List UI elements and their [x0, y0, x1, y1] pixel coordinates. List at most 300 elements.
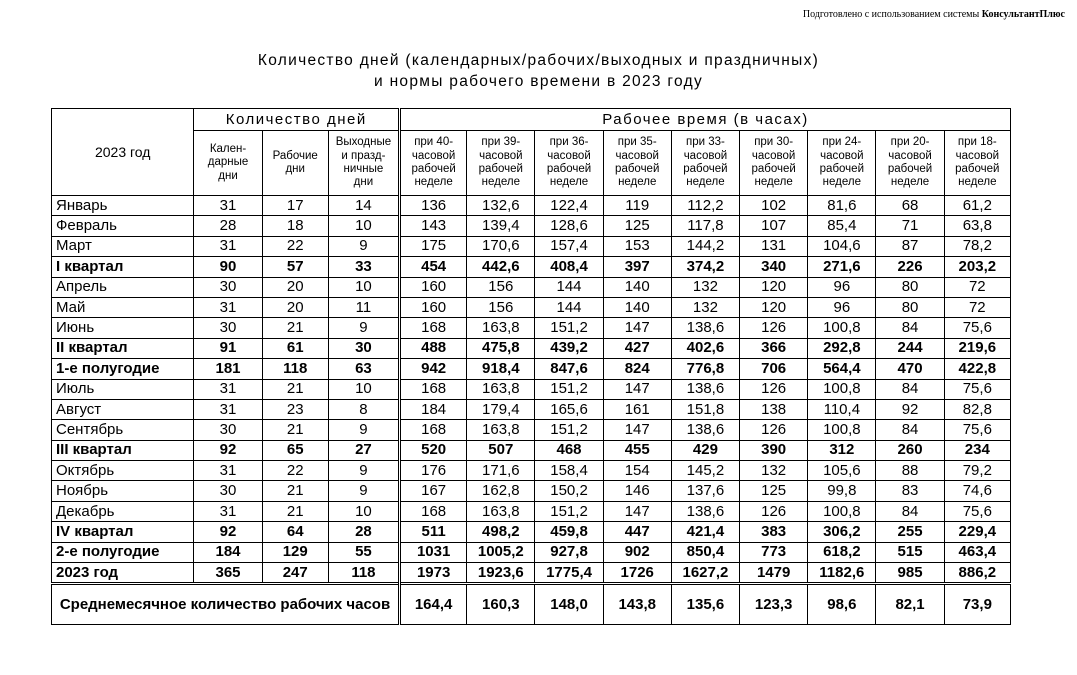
row-label: 2-е полугодие — [52, 542, 194, 562]
row-label: II квартал — [52, 338, 194, 358]
days-cell: 27 — [328, 440, 399, 460]
hours-cell: 151,8 — [671, 399, 739, 419]
row-label: I квартал — [52, 257, 194, 277]
days-cell: 65 — [262, 440, 328, 460]
group-header-row — [52, 109, 1011, 131]
table-row — [52, 501, 1011, 521]
hours-cell: 100,8 — [808, 379, 876, 399]
hours-cell: 61,2 — [944, 196, 1010, 216]
hours-cell: 161 — [603, 399, 671, 419]
days-cell: 9 — [328, 481, 399, 501]
table-row — [52, 338, 1011, 358]
days-cell: 9 — [328, 318, 399, 338]
hours-col-header: при 35- часовой рабочей неделе — [603, 131, 671, 196]
table-row — [52, 399, 1011, 419]
hours-cell: 340 — [740, 257, 808, 277]
hours-cell: 1031 — [400, 542, 467, 562]
row-label: Март — [52, 236, 194, 256]
hours-col-header: при 20- часовой рабочей неделе — [876, 131, 944, 196]
hours-col-header: при 18- часовой рабочей неделе — [944, 131, 1010, 196]
hours-cell: 81,6 — [808, 196, 876, 216]
hours-cell: 157,4 — [535, 236, 603, 256]
hours-cell: 167 — [400, 481, 467, 501]
hours-cell: 126 — [740, 420, 808, 440]
table-row — [52, 297, 1011, 317]
hours-cell: 140 — [603, 277, 671, 297]
days-cell: 8 — [328, 399, 399, 419]
hours-cell: 122,4 — [535, 196, 603, 216]
hours-cell: 125 — [603, 216, 671, 236]
hours-cell: 125 — [740, 481, 808, 501]
hours-cell: 63,8 — [944, 216, 1010, 236]
table-row — [52, 236, 1011, 256]
hours-cell: 105,6 — [808, 461, 876, 481]
hours-cell: 126 — [740, 379, 808, 399]
hours-cell: 1005,2 — [467, 542, 535, 562]
table-row — [52, 440, 1011, 460]
hours-cell: 150,2 — [535, 481, 603, 501]
hours-cell: 84 — [876, 420, 944, 440]
hours-cell: 564,4 — [808, 359, 876, 379]
days-col-header: Выходные и празд- ничные дни — [328, 131, 399, 196]
table-body — [52, 196, 1011, 625]
hours-cell: 366 — [740, 338, 808, 358]
days-cell: 30 — [194, 481, 262, 501]
days-cell: 247 — [262, 563, 328, 584]
days-cell: 17 — [262, 196, 328, 216]
hours-cell: 102 — [740, 196, 808, 216]
hours-cell: 153 — [603, 236, 671, 256]
days-cell: 21 — [262, 318, 328, 338]
days-cell: 129 — [262, 542, 328, 562]
hours-cell: 1973 — [400, 563, 467, 584]
table-row — [52, 318, 1011, 338]
table-row — [52, 277, 1011, 297]
days-col-header: Кален- дарные дни — [194, 131, 262, 196]
hours-cell: 203,2 — [944, 257, 1010, 277]
average-row — [52, 584, 1011, 625]
hours-cell: 397 — [603, 257, 671, 277]
hours-cell: 88 — [876, 461, 944, 481]
hours-cell: 455 — [603, 440, 671, 460]
hours-cell: 132 — [740, 461, 808, 481]
hours-group-header: Рабочее время (в часах) — [400, 109, 1011, 131]
hours-cell: 160 — [400, 277, 467, 297]
days-cell: 9 — [328, 461, 399, 481]
hours-cell: 160 — [400, 297, 467, 317]
hours-cell: 886,2 — [944, 563, 1010, 584]
average-hours-cell: 160,3 — [467, 584, 535, 625]
days-cell: 31 — [194, 196, 262, 216]
hours-cell: 773 — [740, 542, 808, 562]
hours-cell: 1923,6 — [467, 563, 535, 584]
hours-cell: 138,6 — [671, 318, 739, 338]
days-cell: 21 — [262, 379, 328, 399]
hours-cell: 104,6 — [808, 236, 876, 256]
days-cell: 30 — [328, 338, 399, 358]
hours-cell: 144,2 — [671, 236, 739, 256]
hours-cell: 176 — [400, 461, 467, 481]
hours-cell: 137,6 — [671, 481, 739, 501]
table-row — [52, 542, 1011, 562]
days-cell: 31 — [194, 297, 262, 317]
hours-cell: 132 — [671, 297, 739, 317]
days-cell: 21 — [262, 420, 328, 440]
hours-cell: 144 — [535, 297, 603, 317]
hours-cell: 75,6 — [944, 501, 1010, 521]
hours-cell: 422,8 — [944, 359, 1010, 379]
hours-cell: 165,6 — [535, 399, 603, 419]
hours-cell: 390 — [740, 440, 808, 460]
days-cell: 30 — [194, 420, 262, 440]
document-title — [0, 50, 1077, 92]
row-label: III квартал — [52, 440, 194, 460]
hours-cell: 408,4 — [535, 257, 603, 277]
row-label: Октябрь — [52, 461, 194, 481]
days-cell: 20 — [262, 277, 328, 297]
hours-col-header: при 24- часовой рабочей неделе — [808, 131, 876, 196]
days-cell: 33 — [328, 257, 399, 277]
hours-cell: 79,2 — [944, 461, 1010, 481]
hours-cell: 100,8 — [808, 318, 876, 338]
hours-cell: 918,4 — [467, 359, 535, 379]
hours-cell: 136 — [400, 196, 467, 216]
hours-cell: 429 — [671, 440, 739, 460]
hours-cell: 163,8 — [467, 420, 535, 440]
days-cell: 118 — [328, 563, 399, 584]
days-cell: 31 — [194, 501, 262, 521]
table-row — [52, 257, 1011, 277]
credit-note — [803, 9, 1065, 20]
average-hours-cell: 143,8 — [603, 584, 671, 625]
hours-cell: 427 — [603, 338, 671, 358]
hours-cell: 158,4 — [535, 461, 603, 481]
hours-cell: 147 — [603, 318, 671, 338]
hours-cell: 151,2 — [535, 318, 603, 338]
hours-cell: 147 — [603, 420, 671, 440]
hours-cell: 80 — [876, 277, 944, 297]
hours-cell: 92 — [876, 399, 944, 419]
days-cell: 18 — [262, 216, 328, 236]
hours-cell: 72 — [944, 297, 1010, 317]
hours-cell: 147 — [603, 501, 671, 521]
hours-cell: 488 — [400, 338, 467, 358]
hours-cell: 271,6 — [808, 257, 876, 277]
days-cell: 22 — [262, 236, 328, 256]
hours-cell: 219,6 — [944, 338, 1010, 358]
average-hours-cell: 135,6 — [671, 584, 739, 625]
days-cell: 118 — [262, 359, 328, 379]
hours-cell: 80 — [876, 297, 944, 317]
hours-cell: 170,6 — [467, 236, 535, 256]
days-cell: 21 — [262, 481, 328, 501]
days-cell: 181 — [194, 359, 262, 379]
row-label: Август — [52, 399, 194, 419]
days-group-header: Количество дней — [194, 109, 400, 131]
hours-cell: 75,6 — [944, 379, 1010, 399]
hours-cell: 1182,6 — [808, 563, 876, 584]
days-cell: 92 — [194, 522, 262, 542]
days-cell: 31 — [194, 379, 262, 399]
hours-cell: 383 — [740, 522, 808, 542]
hours-cell: 168 — [400, 501, 467, 521]
days-cell: 57 — [262, 257, 328, 277]
hours-cell: 454 — [400, 257, 467, 277]
column-header-row — [52, 131, 1011, 196]
hours-cell: 100,8 — [808, 420, 876, 440]
table-row — [52, 461, 1011, 481]
hours-cell: 163,8 — [467, 501, 535, 521]
hours-cell: 163,8 — [467, 379, 535, 399]
days-cell: 21 — [262, 501, 328, 521]
hours-cell: 120 — [740, 277, 808, 297]
days-cell: 9 — [328, 420, 399, 440]
year-header: 2023 год — [52, 109, 194, 196]
hours-cell: 85,4 — [808, 216, 876, 236]
days-cell: 28 — [328, 522, 399, 542]
row-label: Декабрь — [52, 501, 194, 521]
hours-cell: 74,6 — [944, 481, 1010, 501]
hours-cell: 120 — [740, 297, 808, 317]
hours-cell: 515 — [876, 542, 944, 562]
hours-cell: 442,6 — [467, 257, 535, 277]
hours-cell: 140 — [603, 297, 671, 317]
working-time-table — [51, 108, 1011, 625]
days-cell: 11 — [328, 297, 399, 317]
hours-cell: 107 — [740, 216, 808, 236]
hours-cell: 75,6 — [944, 318, 1010, 338]
hours-cell: 260 — [876, 440, 944, 460]
hours-cell: 151,2 — [535, 501, 603, 521]
days-cell: 31 — [194, 399, 262, 419]
hours-cell: 374,2 — [671, 257, 739, 277]
hours-cell: 244 — [876, 338, 944, 358]
hours-cell: 468 — [535, 440, 603, 460]
hours-cell: 138,6 — [671, 501, 739, 521]
hours-cell: 96 — [808, 297, 876, 317]
hours-cell: 126 — [740, 501, 808, 521]
hours-cell: 306,2 — [808, 522, 876, 542]
average-hours-cell: 73,9 — [944, 584, 1010, 625]
hours-cell: 927,8 — [535, 542, 603, 562]
hours-cell: 84 — [876, 501, 944, 521]
hours-cell: 151,2 — [535, 420, 603, 440]
days-cell: 91 — [194, 338, 262, 358]
hours-cell: 138 — [740, 399, 808, 419]
row-label: Сентябрь — [52, 420, 194, 440]
table-row — [52, 379, 1011, 399]
credit-prefix: Подготовлено с использованием системы — [802, 9, 980, 20]
days-cell: 9 — [328, 236, 399, 256]
average-hours-cell: 123,3 — [740, 584, 808, 625]
days-cell: 22 — [262, 461, 328, 481]
days-cell: 23 — [262, 399, 328, 419]
table-row — [52, 359, 1011, 379]
hours-cell: 126 — [740, 318, 808, 338]
hours-cell: 147 — [603, 379, 671, 399]
hours-cell: 421,4 — [671, 522, 739, 542]
hours-col-header: при 33- часовой рабочей неделе — [671, 131, 739, 196]
hours-cell: 229,4 — [944, 522, 1010, 542]
hours-cell: 96 — [808, 277, 876, 297]
table-row — [52, 216, 1011, 236]
hours-cell: 234 — [944, 440, 1010, 460]
hours-cell: 100,8 — [808, 501, 876, 521]
days-cell: 92 — [194, 440, 262, 460]
hours-cell: 175 — [400, 236, 467, 256]
hours-cell: 1775,4 — [535, 563, 603, 584]
hours-cell: 68 — [876, 196, 944, 216]
days-cell: 90 — [194, 257, 262, 277]
hours-cell: 255 — [876, 522, 944, 542]
hours-cell: 168 — [400, 420, 467, 440]
hours-col-header: при 39- часовой рабочей неделе — [467, 131, 535, 196]
hours-cell: 475,8 — [467, 338, 535, 358]
hours-cell: 520 — [400, 440, 467, 460]
hours-cell: 146 — [603, 481, 671, 501]
hours-cell: 110,4 — [808, 399, 876, 419]
hours-cell: 1627,2 — [671, 563, 739, 584]
hours-cell: 156 — [467, 277, 535, 297]
hours-cell: 184 — [400, 399, 467, 419]
hours-col-header: при 36- часовой рабочей неделе — [535, 131, 603, 196]
row-label: 1-е полугодие — [52, 359, 194, 379]
average-hours-cell: 98,6 — [808, 584, 876, 625]
hours-cell: 162,8 — [467, 481, 535, 501]
row-label: Июнь — [52, 318, 194, 338]
table-row — [52, 563, 1011, 584]
average-row-label: Среднемесячное количество рабочих часов — [52, 584, 400, 625]
days-cell: 31 — [194, 461, 262, 481]
hours-cell: 119 — [603, 196, 671, 216]
days-cell: 63 — [328, 359, 399, 379]
hours-cell: 151,2 — [535, 379, 603, 399]
hours-cell: 132 — [671, 277, 739, 297]
hours-cell: 463,4 — [944, 542, 1010, 562]
hours-cell: 985 — [876, 563, 944, 584]
hours-cell: 144 — [535, 277, 603, 297]
hours-col-header: при 40- часовой рабочей неделе — [400, 131, 467, 196]
hours-cell: 942 — [400, 359, 467, 379]
hours-cell: 84 — [876, 379, 944, 399]
hours-cell: 226 — [876, 257, 944, 277]
days-cell: 10 — [328, 379, 399, 399]
days-cell: 184 — [194, 542, 262, 562]
hours-cell: 78,2 — [944, 236, 1010, 256]
row-label: Апрель — [52, 277, 194, 297]
title-line-2: и нормы рабочего времени в 2023 году — [374, 73, 703, 90]
hours-cell: 850,4 — [671, 542, 739, 562]
hours-cell: 511 — [400, 522, 467, 542]
hours-cell: 1479 — [740, 563, 808, 584]
hours-cell: 498,2 — [467, 522, 535, 542]
hours-cell: 131 — [740, 236, 808, 256]
hours-cell: 402,6 — [671, 338, 739, 358]
days-cell: 31 — [194, 236, 262, 256]
days-cell: 10 — [328, 277, 399, 297]
days-cell: 28 — [194, 216, 262, 236]
hours-cell: 776,8 — [671, 359, 739, 379]
table-row — [52, 481, 1011, 501]
hours-cell: 312 — [808, 440, 876, 460]
average-hours-cell: 82,1 — [876, 584, 944, 625]
days-cell: 30 — [194, 277, 262, 297]
hours-cell: 138,6 — [671, 420, 739, 440]
row-label: 2023 год — [52, 563, 194, 584]
credit-brand: КонсультантПлюс — [981, 9, 1065, 20]
hours-cell: 168 — [400, 318, 467, 338]
hours-cell: 706 — [740, 359, 808, 379]
row-label: IV квартал — [52, 522, 194, 542]
row-label: Май — [52, 297, 194, 317]
hours-cell: 1726 — [603, 563, 671, 584]
hours-cell: 128,6 — [535, 216, 603, 236]
days-cell: 14 — [328, 196, 399, 216]
table-row — [52, 522, 1011, 542]
hours-cell: 99,8 — [808, 481, 876, 501]
hours-cell: 470 — [876, 359, 944, 379]
hours-cell: 138,6 — [671, 379, 739, 399]
hours-cell: 145,2 — [671, 461, 739, 481]
days-col-header: Рабочие дни — [262, 131, 328, 196]
hours-cell: 179,4 — [467, 399, 535, 419]
days-cell: 64 — [262, 522, 328, 542]
hours-cell: 824 — [603, 359, 671, 379]
days-cell: 10 — [328, 216, 399, 236]
hours-cell: 117,8 — [671, 216, 739, 236]
row-label: Январь — [52, 196, 194, 216]
days-cell: 10 — [328, 501, 399, 521]
hours-cell: 902 — [603, 542, 671, 562]
days-cell: 30 — [194, 318, 262, 338]
title-line-1: Количество дней (календарных/рабочих/выходных и праздничных) — [257, 52, 820, 69]
average-hours-cell: 164,4 — [400, 584, 467, 625]
days-cell: 61 — [262, 338, 328, 358]
hours-cell: 292,8 — [808, 338, 876, 358]
hours-cell: 847,6 — [535, 359, 603, 379]
hours-cell: 447 — [603, 522, 671, 542]
hours-cell: 439,2 — [535, 338, 603, 358]
days-cell: 365 — [194, 563, 262, 584]
hours-cell: 112,2 — [671, 196, 739, 216]
hours-cell: 72 — [944, 277, 1010, 297]
hours-cell: 71 — [876, 216, 944, 236]
average-hours-cell: 148,0 — [535, 584, 603, 625]
row-label: Ноябрь — [52, 481, 194, 501]
hours-cell: 459,8 — [535, 522, 603, 542]
hours-cell: 154 — [603, 461, 671, 481]
hours-cell: 618,2 — [808, 542, 876, 562]
row-label: Февраль — [52, 216, 194, 236]
days-cell: 20 — [262, 297, 328, 317]
table-row — [52, 196, 1011, 216]
days-cell: 55 — [328, 542, 399, 562]
hours-cell: 87 — [876, 236, 944, 256]
hours-col-header: при 30- часовой рабочей неделе — [740, 131, 808, 196]
hours-cell: 84 — [876, 318, 944, 338]
hours-cell: 132,6 — [467, 196, 535, 216]
hours-cell: 82,8 — [944, 399, 1010, 419]
hours-cell: 75,6 — [944, 420, 1010, 440]
table-row — [52, 420, 1011, 440]
hours-cell: 139,4 — [467, 216, 535, 236]
hours-cell: 168 — [400, 379, 467, 399]
hours-cell: 163,8 — [467, 318, 535, 338]
hours-cell: 83 — [876, 481, 944, 501]
hours-cell: 156 — [467, 297, 535, 317]
hours-cell: 171,6 — [467, 461, 535, 481]
row-label: Июль — [52, 379, 194, 399]
